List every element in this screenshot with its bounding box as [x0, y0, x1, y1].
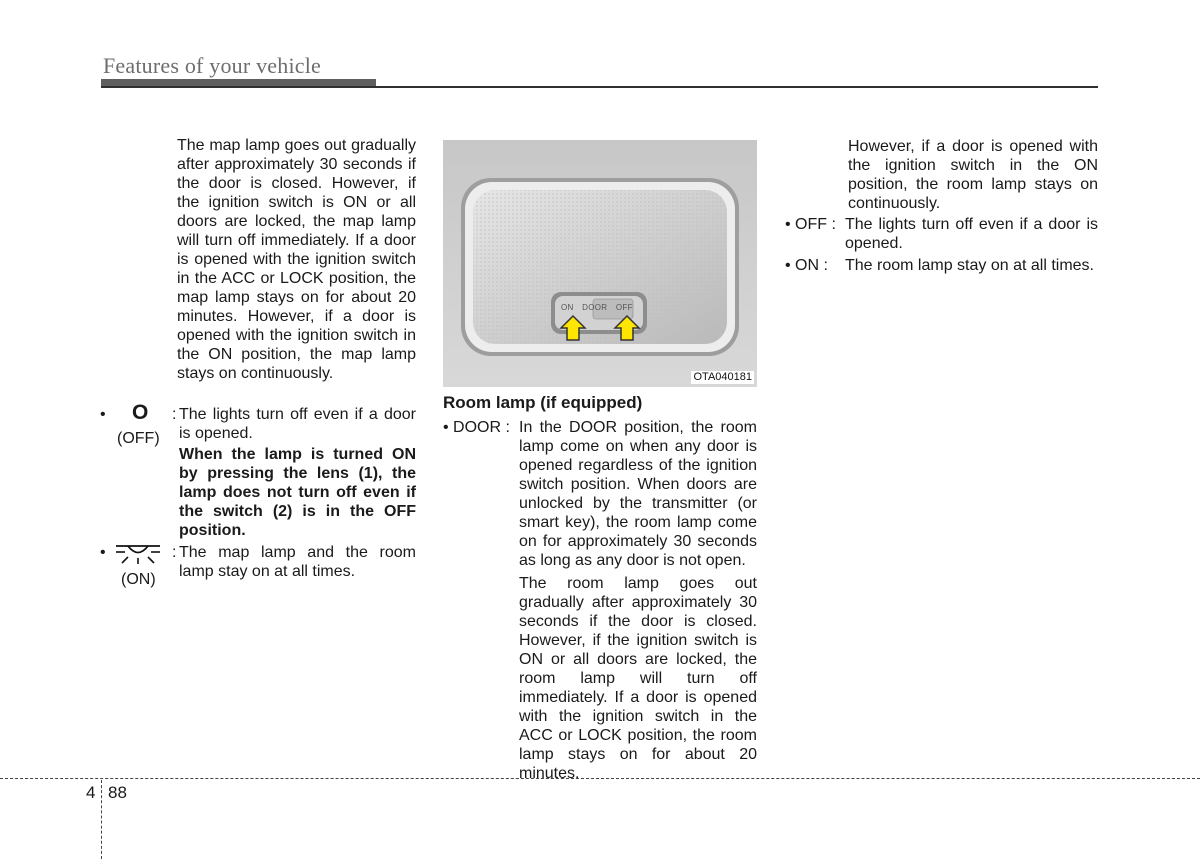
off-colon: : [172, 406, 177, 423]
room-lamp-heading: Room lamp (if equipped) [443, 393, 643, 412]
switch-labels [561, 303, 633, 312]
room-on-label: • ON : [785, 257, 828, 274]
on-caption: (ON) [121, 571, 156, 588]
off-bullet: • [100, 406, 106, 423]
door-label: • DOOR : [443, 419, 510, 436]
room-off-label: • OFF : [785, 216, 836, 233]
switch-label-off: OFF [615, 303, 633, 312]
off-symbol: O [132, 401, 149, 424]
figure-caption: OTA040181 [693, 371, 752, 383]
footer-divider [0, 778, 1200, 779]
door-text-1: In the DOOR position, the room lamp come on when any door is opened regardless of the ignition switch position. When doors are unlocked by the transmitter (or smart key), the room lamp come on for approximately 30 seconds as long as any door is not open. [519, 419, 757, 569]
on-option [100, 543, 420, 593]
on-bullet: • [100, 544, 106, 561]
room-lamp-figure [443, 140, 757, 387]
off-note: When the lamp is turned ON by pressing the lens (1), the lamp does not turn off even if the switch (2) is in the OFF position. [179, 446, 416, 539]
header-rule [101, 86, 1098, 88]
switch-label-on: ON [561, 303, 574, 312]
page-header-title: Features of your vehicle [103, 53, 322, 78]
map-lamp-paragraph: The map lamp goes out gradually after approximately 30 seconds if the door is closed. However, if the ignition switch is ON or all doors are locked, the map lamp will turn off immediately. If a door is opened with the ignition switch in the ACC or LOCK position, the map lamp stays on for about 20 minutes. However, if a door is opened with the ignition switch in the ON position, the map lamp stays on continuously. [177, 137, 416, 382]
room-off-text: The lights turn off even if a door is opened. [845, 216, 1098, 252]
page-number: 88 [108, 783, 127, 802]
off-description: The lights turn off even if a door is opened. [179, 406, 416, 442]
lamp-on-icon [114, 543, 162, 570]
off-caption: (OFF) [117, 430, 160, 447]
door-description [519, 418, 757, 783]
on-description: The map lamp and the room lamp stay on at all times. [179, 544, 416, 580]
room-lamp-continued-paragraph: However, if a door is opened with the ignition switch in the ON position, the room lamp stays on continuously. [848, 138, 1098, 212]
off-option [100, 401, 420, 545]
on-colon: : [172, 544, 177, 561]
footer-vertical-divider [101, 780, 102, 859]
switch-label-door: DOOR [582, 303, 608, 312]
room-on-text: The room lamp stay on at all times. [845, 257, 1094, 274]
door-text-2: The room lamp goes out gradually after approximately 30 seconds if the door is closed. However, if the ignition switch is ON or all doors are locked, the room lamp will turn off immediately. If a door is opened with the ignition switch in the ACC or LOCK position, the room lamp stays on for about 20 minutes. [519, 575, 757, 782]
chapter-number: 4 [86, 783, 96, 802]
